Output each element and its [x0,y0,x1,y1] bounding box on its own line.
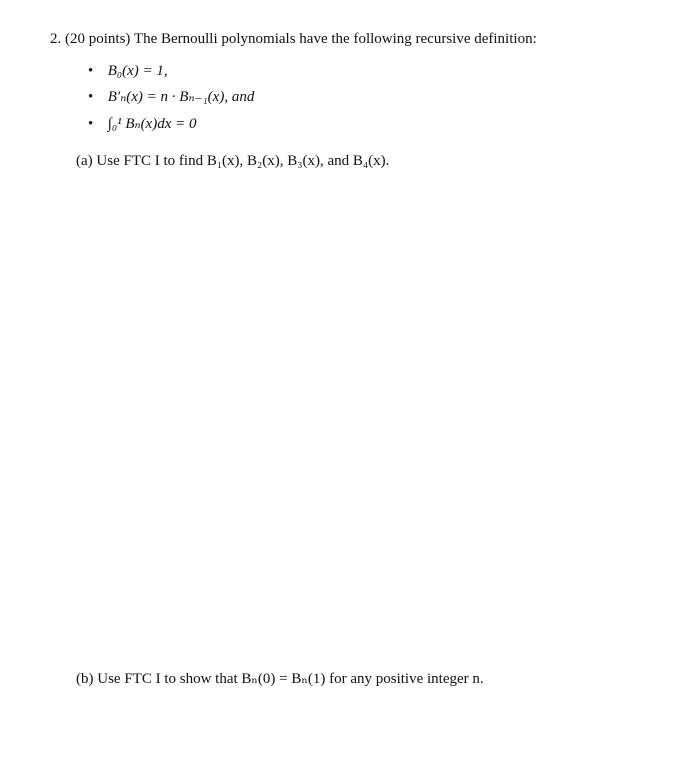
part-b [76,669,484,689]
bullet-icon: • [88,63,94,79]
problem-points: (20 points) [65,31,131,47]
bullet-icon: • [88,116,94,132]
part-a-label: (a) [76,153,93,169]
part-a-text: Use FTC I to find B₁(x), B₂(x), B₃(x), and B₄(x). [96,153,390,169]
part-b-label: (b) [76,671,94,687]
definition-text: ∫₀¹ Bₙ(x)dx = 0 [107,116,197,132]
definition-text: B₀(x) = 1, [107,63,168,79]
definition-item [88,61,168,81]
definition-text: B′ₙ(x) = n · Bₙ₋₁(x), and [107,89,255,105]
part-a [76,151,389,171]
definition-item [88,114,197,134]
problem-statement [50,29,537,49]
definition-item [88,87,254,107]
part-b-text: Use FTC I to show that Bₙ(0) = Bₙ(1) for any positive integer n. [97,671,484,687]
bullet-icon: • [88,89,94,105]
problem-intro: The Bernoulli polynomials have the following recursive definition: [133,31,537,47]
problem-number: 2. [50,31,62,47]
